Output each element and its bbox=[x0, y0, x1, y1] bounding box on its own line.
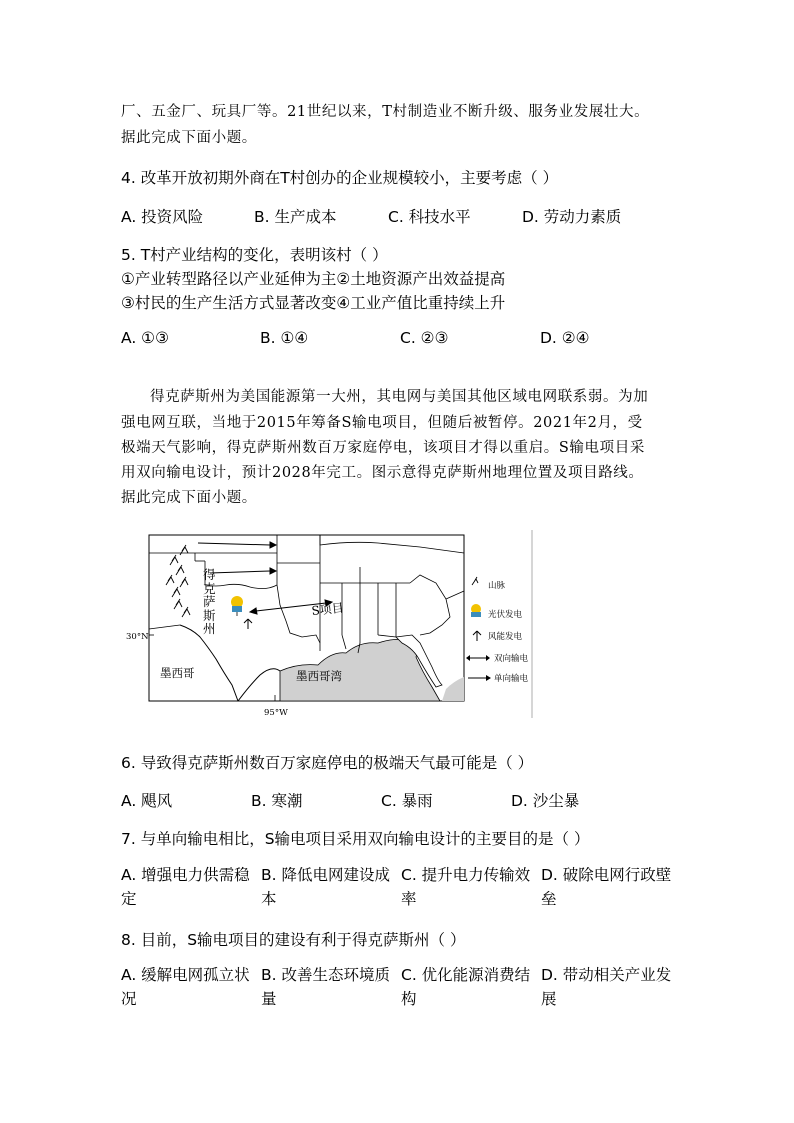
q4-option-c[interactable]: C. 科技水平 bbox=[388, 208, 471, 226]
passage-line-4: 用双向输电设计，预计2028年完工。图示意得克萨斯州地理位置及项目路线。 bbox=[121, 465, 644, 481]
q4-option-b[interactable]: B. 生产成本 bbox=[254, 208, 337, 226]
question-6-stem: 6. 导致得克萨斯州数百万家庭停电的极端天气最可能是（ ） bbox=[121, 754, 534, 772]
legend-solar: 光伏发电 bbox=[488, 610, 523, 620]
map-label-gulf: 墨西哥湾 bbox=[296, 669, 342, 683]
intro-line-1: 厂、五金厂、玩具厂等。21世纪以来，T村制造业不断升级、服务业发展壮大。 bbox=[121, 104, 650, 120]
q5-option-a[interactable]: A. ①③ bbox=[121, 329, 169, 347]
map-legend bbox=[466, 577, 529, 684]
map-label-lat: 30°N bbox=[126, 632, 149, 642]
q5-statement-1: ①产业转型路径以产业延伸为主②土地资源产出效益提高 bbox=[121, 270, 506, 288]
q4-option-d[interactable]: D. 劳动力素质 bbox=[522, 208, 622, 226]
map-label-texas: 得克萨斯州 bbox=[203, 567, 216, 636]
question-5-stem: 5. T村产业结构的变化，表明该村（ ） bbox=[121, 246, 388, 264]
q6-option-c[interactable]: C. 暴雨 bbox=[381, 792, 433, 810]
q6-option-d[interactable]: D. 沙尘暴 bbox=[511, 792, 580, 810]
passage-line-3: 极端天气影响，得克萨斯州数百万家庭停电，该项目才得以重启。S输电项目采 bbox=[121, 440, 645, 456]
passage-line-5: 据此完成下面小题。 bbox=[121, 490, 257, 506]
question-4-stem: 4. 改革开放初期外商在T村创办的企业规模较小，主要考虑（ ） bbox=[121, 169, 559, 187]
legend-wind: 风能发电 bbox=[488, 632, 523, 642]
q5-option-c[interactable]: C. ②③ bbox=[400, 329, 449, 347]
q8-option-d[interactable]: D. 带动相关产业发展 bbox=[541, 966, 672, 1008]
legend-mountain: 山脉 bbox=[488, 581, 506, 591]
q8-option-c[interactable]: C. 优化能源消费结构 bbox=[401, 966, 531, 1008]
q5-option-d[interactable]: D. ②④ bbox=[540, 329, 590, 347]
question-8-stem: 8. 目前，S输电项目的建设有利于得克萨斯州（ ） bbox=[121, 931, 466, 949]
q7-option-c[interactable]: C. 提升电力传输效率 bbox=[401, 866, 531, 908]
map-label-s-project: S项目 bbox=[310, 600, 345, 618]
q5-option-b[interactable]: B. ①④ bbox=[260, 329, 309, 347]
q7-option-a[interactable]: A. 增强电力供需稳定 bbox=[121, 866, 250, 908]
passage-line-2: 强电网互联，当地于2015年筹备S输电项目，但随后被暂停。2021年2月，受 bbox=[121, 415, 643, 431]
legend-one-way: 单向输电 bbox=[494, 674, 529, 684]
q8-option-b[interactable]: B. 改善生态环境质量 bbox=[261, 966, 390, 1008]
q7-option-d[interactable]: D. 破除电网行政壁垒 bbox=[541, 866, 672, 908]
q6-option-b[interactable]: B. 寒潮 bbox=[251, 792, 303, 810]
q6-option-a[interactable]: A. 飓风 bbox=[121, 792, 173, 810]
map-label-mexico: 墨西哥 bbox=[160, 666, 195, 680]
passage-line-1: 得克萨斯州为美国能源第一大州，其电网与美国其他区域电网联系弱。为加 bbox=[150, 389, 649, 405]
q7-option-b[interactable]: B. 降低电网建设成本 bbox=[261, 866, 390, 908]
question-7-stem: 7. 与单向输电相比，S输电项目采用双向输电设计的主要目的是（ ） bbox=[121, 830, 590, 848]
texas-map-figure bbox=[120, 525, 550, 720]
legend-two-way: 双向输电 bbox=[494, 654, 529, 664]
intro-line-2: 据此完成下面小题。 bbox=[121, 130, 257, 146]
q8-option-a[interactable]: A. 缓解电网孤立状况 bbox=[121, 966, 250, 1008]
map-label-lon: 95°W bbox=[264, 708, 288, 718]
q5-statement-2: ③村民的生产生活方式显著改变④工业产值比重持续上升 bbox=[121, 294, 506, 312]
q4-option-a[interactable]: A. 投资风险 bbox=[121, 208, 204, 226]
